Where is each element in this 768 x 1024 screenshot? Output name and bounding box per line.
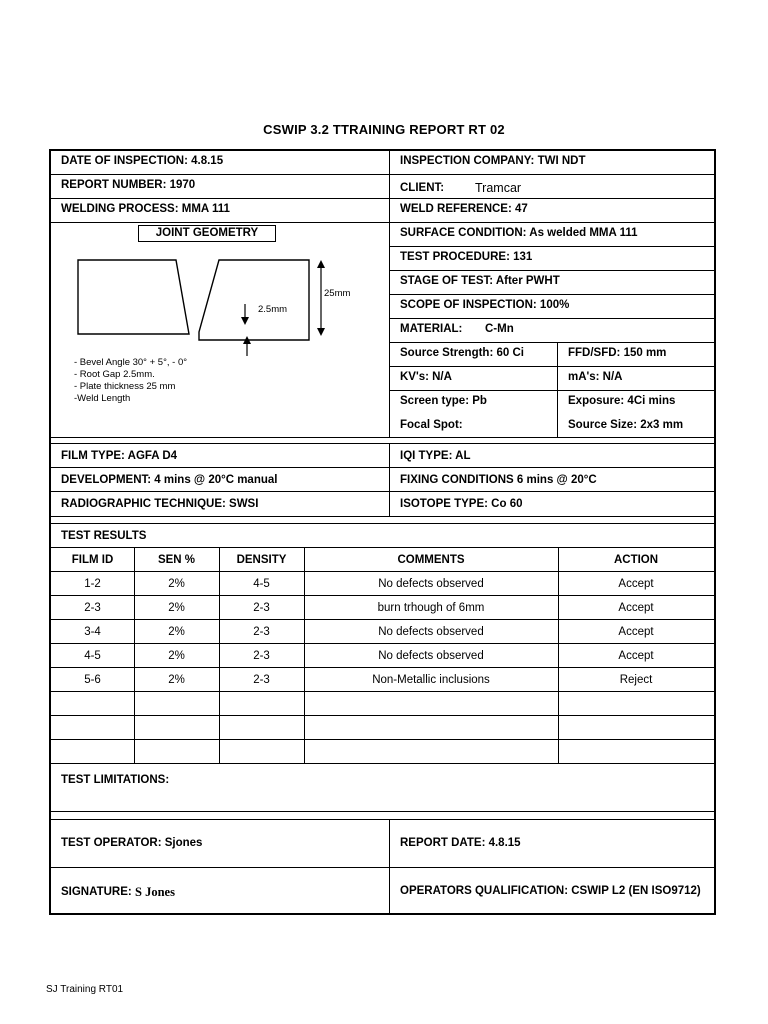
right-plate (199, 260, 309, 340)
cell-density: 4-5 (253, 578, 270, 590)
cell-density: 2-3 (253, 674, 270, 686)
cell-density: 2-3 (253, 626, 270, 638)
report-number: REPORT NUMBER: 1970 (61, 179, 196, 191)
cell-sen: 2% (168, 650, 185, 662)
cell-action: Accept (618, 602, 654, 614)
cell-sen: 2% (168, 626, 185, 638)
test-results-heading: TEST RESULTS (61, 530, 147, 542)
joint-geometry-label: JOINT GEOMETRY (138, 225, 276, 242)
report-form (49, 149, 716, 915)
cell-comments: burn trhough of 6mm (377, 602, 485, 614)
welding-process: WELDING PROCESS: MMA 111 (61, 203, 230, 215)
cell-density: 2-3 (253, 650, 270, 662)
note-root-gap: - Root Gap 2.5mm. (74, 369, 155, 380)
test-limitations: TEST LIMITATIONS: (61, 774, 170, 786)
date-of-inspection: DATE OF INSPECTION: 4.8.15 (61, 155, 224, 167)
client-value: Tramcar (475, 181, 522, 195)
dim-gap: 2.5mm (258, 304, 288, 315)
cell-film-id: 3-4 (84, 626, 101, 638)
cell-sen: 2% (168, 602, 185, 614)
signature-value: S Jones (135, 885, 175, 899)
report-title: CSWIP 3.2 TTRAINING REPORT RT 02 (263, 122, 505, 137)
cell-action: Accept (618, 578, 654, 590)
cell-action: Reject (619, 674, 653, 686)
cell-comments: Non-Metallic inclusions (372, 674, 490, 686)
cell-comments: No defects observed (378, 578, 484, 590)
page-footer: SJ Training RT01 (46, 984, 124, 995)
cell-sen: 2% (168, 578, 185, 590)
note-plate-thickness: - Plate thickness 25 mm (74, 381, 176, 392)
weld-reference: WELD REFERENCE: 47 (400, 203, 528, 215)
col-density: DENSITY (236, 554, 287, 566)
exposure: Exposure: 4Ci mins (568, 395, 676, 407)
note-bevel: - Bevel Angle 30° + 5°, - 0° (74, 357, 188, 368)
material-value: C-Mn (485, 323, 514, 335)
inspection-company: INSPECTION COMPANY: TWI NDT (400, 155, 586, 167)
radiographic-technique: RADIOGRAPHIC TECHNIQUE: SWSI (61, 498, 259, 510)
operators-qualification: OPERATORS QUALIFICATION: CSWIP L2 (EN ISO9712) (400, 885, 701, 897)
source-size: Source Size: 2x3 mm (568, 419, 684, 431)
cell-film-id: 5-6 (84, 674, 101, 686)
col-sen: SEN % (157, 554, 196, 566)
note-weld-length: -Weld Length (74, 393, 131, 404)
source-strength: Source Strength: 60 Ci (400, 347, 524, 359)
cell-film-id: 1-2 (84, 578, 101, 590)
client-label: CLIENT: (400, 182, 445, 194)
cell-action: Accept (618, 650, 654, 662)
scope-of-inspection: SCOPE OF INSPECTION: 100% (400, 299, 570, 311)
fixing-conditions: FIXING CONDITIONS 6 mins @ 20°C (400, 474, 597, 486)
left-plate (78, 260, 189, 334)
col-comments: COMMENTS (397, 554, 465, 566)
surface-condition: SURFACE CONDITION: As welded MMA 111 (400, 227, 638, 239)
cell-comments: No defects observed (378, 650, 484, 662)
test-procedure: TEST PROCEDURE: 131 (400, 251, 533, 263)
film-type: FILM TYPE: AGFA D4 (61, 450, 178, 462)
cell-sen: 2% (168, 674, 185, 686)
signature-label: SIGNATURE: (61, 886, 132, 898)
cell-film-id: 4-5 (84, 650, 101, 662)
development: DEVELOPMENT: 4 mins @ 20°C manual (61, 474, 278, 486)
stage-of-test: STAGE OF TEST: After PWHT (400, 275, 560, 287)
focal-spot: Focal Spot: (400, 419, 463, 431)
cell-action: Accept (618, 626, 654, 638)
screen-type: Screen type: Pb (400, 395, 487, 407)
isotope-type: ISOTOPE TYPE: Co 60 (400, 498, 523, 510)
cell-comments: No defects observed (378, 626, 484, 638)
cell-film-id: 2-3 (84, 602, 101, 614)
dim-thickness: 25mm (324, 288, 351, 299)
material-label: MATERIAL: (400, 323, 463, 335)
test-operator: TEST OPERATOR: Sjones (61, 837, 203, 849)
cell-density: 2-3 (253, 602, 270, 614)
kvs: KV's: N/A (400, 371, 452, 383)
col-film-id: FILM ID (71, 554, 114, 566)
report-date: REPORT DATE: 4.8.15 (400, 837, 521, 849)
mas: mA's: N/A (568, 371, 623, 383)
iqi-type: IQI TYPE: AL (400, 450, 471, 462)
ffd-sfd: FFD/SFD: 150 mm (568, 347, 667, 359)
col-action: ACTION (613, 554, 659, 566)
